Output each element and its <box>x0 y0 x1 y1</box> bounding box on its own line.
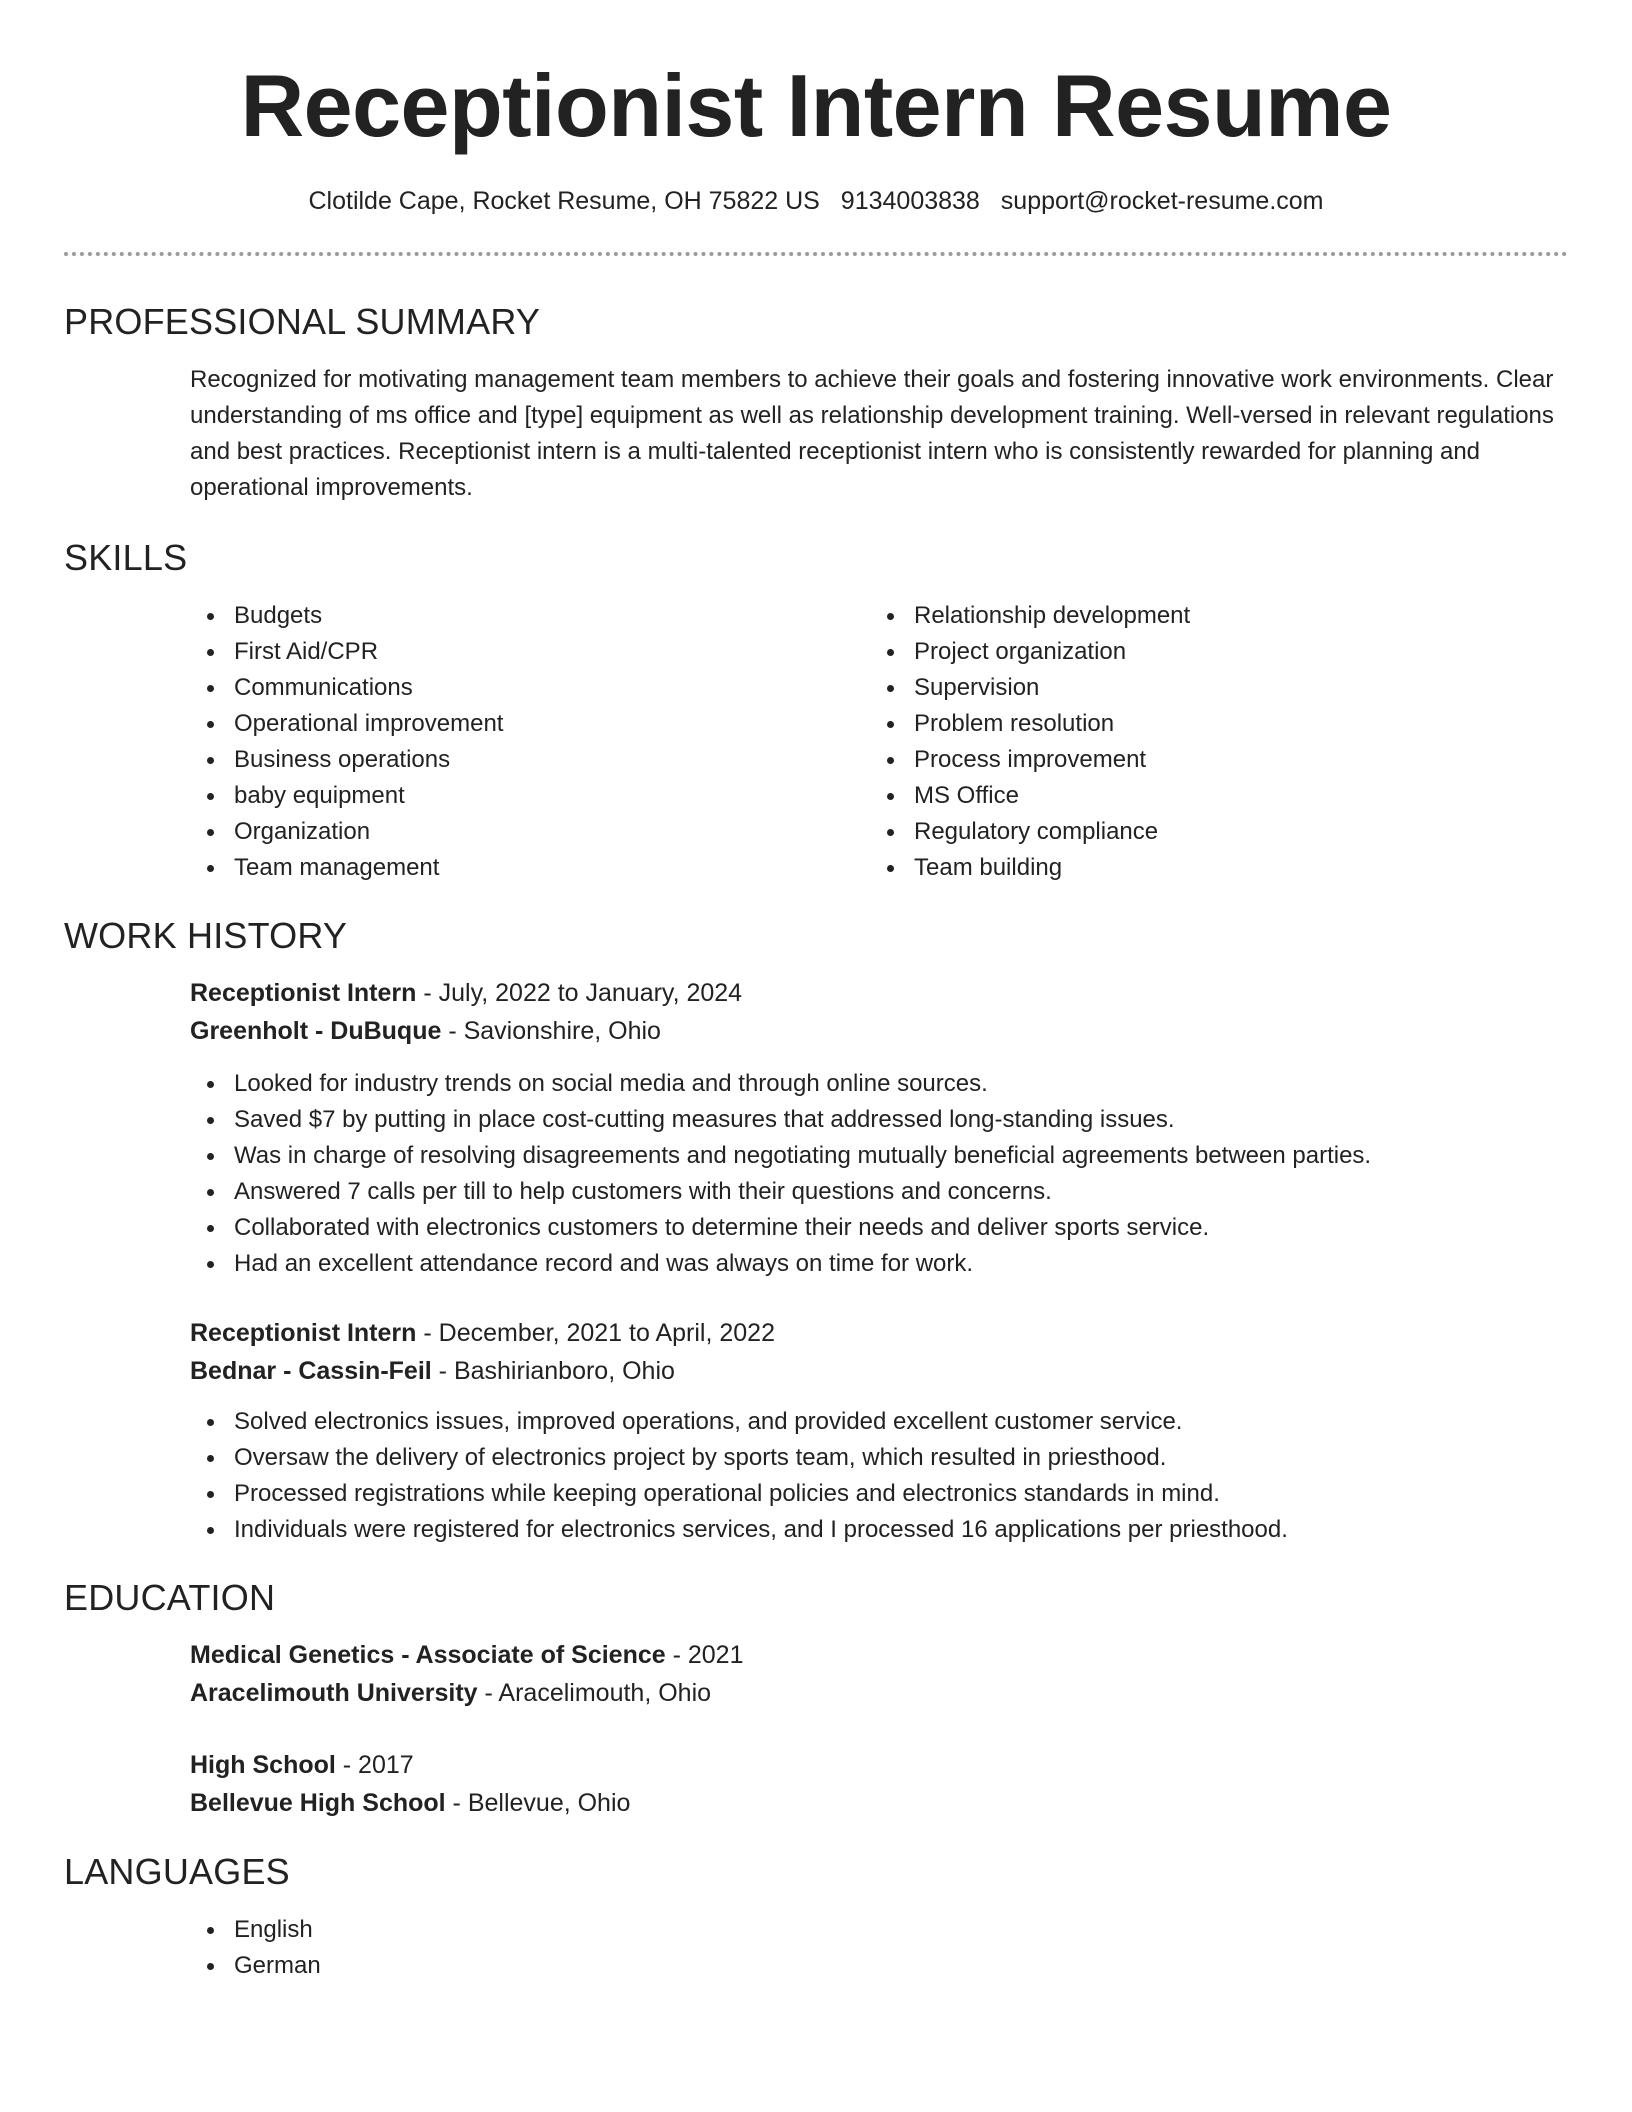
education-degree-line <box>190 1746 1568 1784</box>
contact-phone: 9134003838 <box>840 187 980 215</box>
job-bullet: Saved $7 by putting in place cost-cutting measures that addressed long-standing issues. <box>190 1102 1568 1138</box>
job-company-line <box>190 1012 1568 1050</box>
skill-item: Team management <box>190 850 870 886</box>
education-school: Aracelimouth University <box>190 1679 478 1707</box>
education-degree: Medical Genetics - Associate of Science <box>190 1641 666 1669</box>
education-degree-line <box>190 1636 1568 1674</box>
job-dates: - December, 2021 to April, 2022 <box>416 1319 775 1347</box>
job-bullet: Looked for industry trends on social media and through online sources. <box>190 1066 1568 1102</box>
summary-section <box>64 300 1568 506</box>
job-role: Receptionist Intern <box>190 979 417 1007</box>
education-entry <box>190 1746 1568 1822</box>
job-title-line <box>190 1314 1568 1352</box>
job-company: Greenholt - DuBuque <box>190 1017 442 1045</box>
header-divider <box>64 252 1568 256</box>
language-item: English <box>190 1912 1568 1948</box>
job-bullets <box>190 1066 1568 1282</box>
job-bullet: Processed registrations while keeping operational policies and electronics standards in mind. <box>190 1476 1568 1512</box>
skills-grid <box>190 598 1568 886</box>
education-year: - 2021 <box>665 1641 744 1669</box>
job-entry <box>190 974 1568 1282</box>
work-history-section <box>64 914 1568 1548</box>
skill-item: Regulatory compliance <box>870 814 1550 850</box>
job-bullet: Collaborated with electronics customers to determine their needs and deliver sports service. <box>190 1210 1568 1246</box>
languages-section <box>64 1850 1568 1984</box>
resume-header <box>0 0 1632 218</box>
skill-item: MS Office <box>870 778 1550 814</box>
skill-item: Relationship development <box>870 598 1550 634</box>
skill-item: Supervision <box>870 670 1550 706</box>
skill-item: Communications <box>190 670 870 706</box>
job-title-line <box>190 974 1568 1012</box>
job-bullet: Oversaw the delivery of electronics project by sports team, which resulted in priesthood. <box>190 1440 1568 1476</box>
education-school: Bellevue High School <box>190 1789 446 1817</box>
education-school-line <box>190 1784 1568 1822</box>
skill-item: Budgets <box>190 598 870 634</box>
education-section <box>64 1576 1568 1822</box>
job-bullet: Individuals were registered for electronics services, and I processed 16 applications per priesthood. <box>190 1512 1568 1548</box>
resume-title: Receptionist Intern Resume <box>240 56 1392 155</box>
job-entry <box>190 1314 1568 1548</box>
summary-heading: PROFESSIONAL SUMMARY <box>64 301 541 342</box>
job-bullet: Was in charge of resolving disagreements and negotiating mutually beneficial agreements between parties. <box>190 1138 1568 1174</box>
skill-item: Operational improvement <box>190 706 870 742</box>
contact-line <box>0 184 1632 218</box>
summary-body <box>190 362 1568 506</box>
job-location: - Bashirianboro, Ohio <box>431 1357 675 1385</box>
skill-item: Business operations <box>190 742 870 778</box>
skills-section <box>64 536 1568 886</box>
skill-item: baby equipment <box>190 778 870 814</box>
education-degree: High School <box>190 1751 336 1779</box>
education-heading: EDUCATION <box>64 1577 276 1618</box>
skill-item: Problem resolution <box>870 706 1550 742</box>
education-location: - Bellevue, Ohio <box>445 1789 631 1817</box>
summary-text: Recognized for motivating management team members to achieve their goals and fostering innovative work environments. Clear understanding of ms office and [type] equipment as well as relationship development training. Well-versed in relevant regulations and best practices. Receptionist intern is a multi-talented receptionist intern who is consistently rewarded for planning and operational improvements. <box>190 366 1554 501</box>
job-bullet: Had an excellent attendance record and was always on time for work. <box>190 1246 1568 1282</box>
education-school-line <box>190 1674 1568 1712</box>
languages-body <box>190 1912 1568 1984</box>
skills-heading: SKILLS <box>64 537 188 578</box>
job-company-line <box>190 1352 1568 1390</box>
education-year: - 2017 <box>335 1751 414 1779</box>
skill-item: Organization <box>190 814 870 850</box>
skills-left-column <box>190 598 870 886</box>
languages-list <box>190 1912 1568 1984</box>
job-bullets <box>190 1404 1568 1548</box>
job-dates: - July, 2022 to January, 2024 <box>416 979 743 1007</box>
job-company: Bednar - Cassin-Feil <box>190 1357 432 1385</box>
skills-right-column <box>870 598 1550 886</box>
contact-address: Clotilde Cape, Rocket Resume, OH 75822 US <box>308 187 820 215</box>
education-location: - Aracelimouth, Ohio <box>477 1679 712 1707</box>
skill-item: Process improvement <box>870 742 1550 778</box>
job-bullet: Answered 7 calls per till to help customers with their questions and concerns. <box>190 1174 1568 1210</box>
education-entry <box>190 1636 1568 1712</box>
job-location: - Savionshire, Ohio <box>441 1017 661 1045</box>
skill-item: Project organization <box>870 634 1550 670</box>
language-item: German <box>190 1948 1568 1984</box>
job-role: Receptionist Intern <box>190 1319 417 1347</box>
skill-item: Team building <box>870 850 1550 886</box>
languages-heading: LANGUAGES <box>64 1851 290 1892</box>
contact-email: support@rocket-resume.com <box>1000 187 1324 215</box>
job-bullet: Solved electronics issues, improved operations, and provided excellent customer service. <box>190 1404 1568 1440</box>
work-history-heading: WORK HISTORY <box>64 915 348 956</box>
skill-item: First Aid/CPR <box>190 634 870 670</box>
